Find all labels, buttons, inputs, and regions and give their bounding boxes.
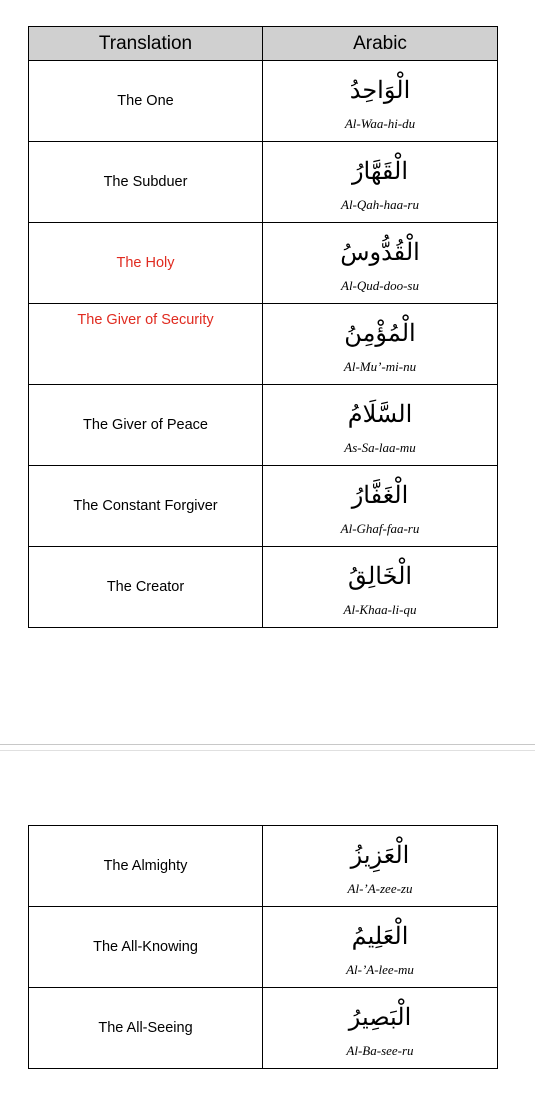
arabic-cell <box>263 826 498 907</box>
arabic-cell <box>263 547 498 628</box>
translation-cell: The One <box>29 61 263 142</box>
table-row <box>29 547 498 628</box>
arabic-name: الْبَصِيرُ <box>348 1003 412 1031</box>
page-break-divider <box>0 744 535 745</box>
table-header-row <box>29 27 498 61</box>
translation-cell: The Subduer <box>29 142 263 223</box>
table-row <box>29 826 498 907</box>
arabic-cell <box>263 385 498 466</box>
translation-cell: The All-Seeing <box>29 988 263 1069</box>
arabic-cell <box>263 304 498 385</box>
arabic-name: الْقُدُّوسُ <box>340 238 420 266</box>
transliteration: As-Sa-laa-mu <box>344 440 416 455</box>
arabic-name: الْغَفَّارُ <box>351 481 409 509</box>
arabic-cell <box>263 61 498 142</box>
table-row <box>29 466 498 547</box>
translation-cell-highlighted: The Holy <box>29 223 263 304</box>
names-table-page1 <box>28 26 498 628</box>
transliteration: Al-Qud-doo-su <box>341 278 419 293</box>
transliteration: Al-Ba-see-ru <box>346 1043 414 1058</box>
arabic-name: الْمُؤْمِنُ <box>344 319 416 347</box>
arabic-name: الْقَهَّارُ <box>351 157 409 185</box>
translation-cell: The All-Knowing <box>29 907 263 988</box>
transliteration: Al-Mu’-mi-nu <box>343 359 417 374</box>
transliteration: Al-’A-lee-mu <box>346 962 414 977</box>
page-break-divider <box>0 750 535 751</box>
transliteration: Al-Qah-haa-ru <box>341 197 419 212</box>
transliteration: Al-Khaa-li-qu <box>343 602 417 617</box>
table-row <box>29 304 498 385</box>
translation-column-header: Translation <box>29 27 263 61</box>
translation-cell: The Almighty <box>29 826 263 907</box>
translation-cell: The Creator <box>29 547 263 628</box>
table-row <box>29 988 498 1069</box>
arabic-name: الْعَلِيمُ <box>351 922 409 950</box>
table-row <box>29 223 498 304</box>
table-row <box>29 61 498 142</box>
transliteration: Al-’A-zee-zu <box>347 881 413 896</box>
arabic-cell <box>263 142 498 223</box>
translation-cell-highlighted: The Giver of Security <box>29 304 263 385</box>
table-row <box>29 142 498 223</box>
table-row <box>29 907 498 988</box>
translation-cell: The Giver of Peace <box>29 385 263 466</box>
transliteration: Al-Waa-hi-du <box>344 116 416 131</box>
arabic-cell <box>263 907 498 988</box>
arabic-name: السَّلَامُ <box>347 400 413 428</box>
arabic-name: الْخَالِقُ <box>347 562 413 590</box>
translation-cell: The Constant Forgiver <box>29 466 263 547</box>
table-row <box>29 385 498 466</box>
arabic-column-header: Arabic <box>263 27 498 61</box>
arabic-cell <box>263 223 498 304</box>
arabic-name: الْوَاحِدُ <box>349 76 411 104</box>
arabic-cell <box>263 988 498 1069</box>
arabic-name: الْعَزِيزُ <box>350 841 410 869</box>
transliteration: Al-Ghaf-faa-ru <box>340 521 420 536</box>
arabic-cell <box>263 466 498 547</box>
names-table-page2 <box>28 825 498 1069</box>
